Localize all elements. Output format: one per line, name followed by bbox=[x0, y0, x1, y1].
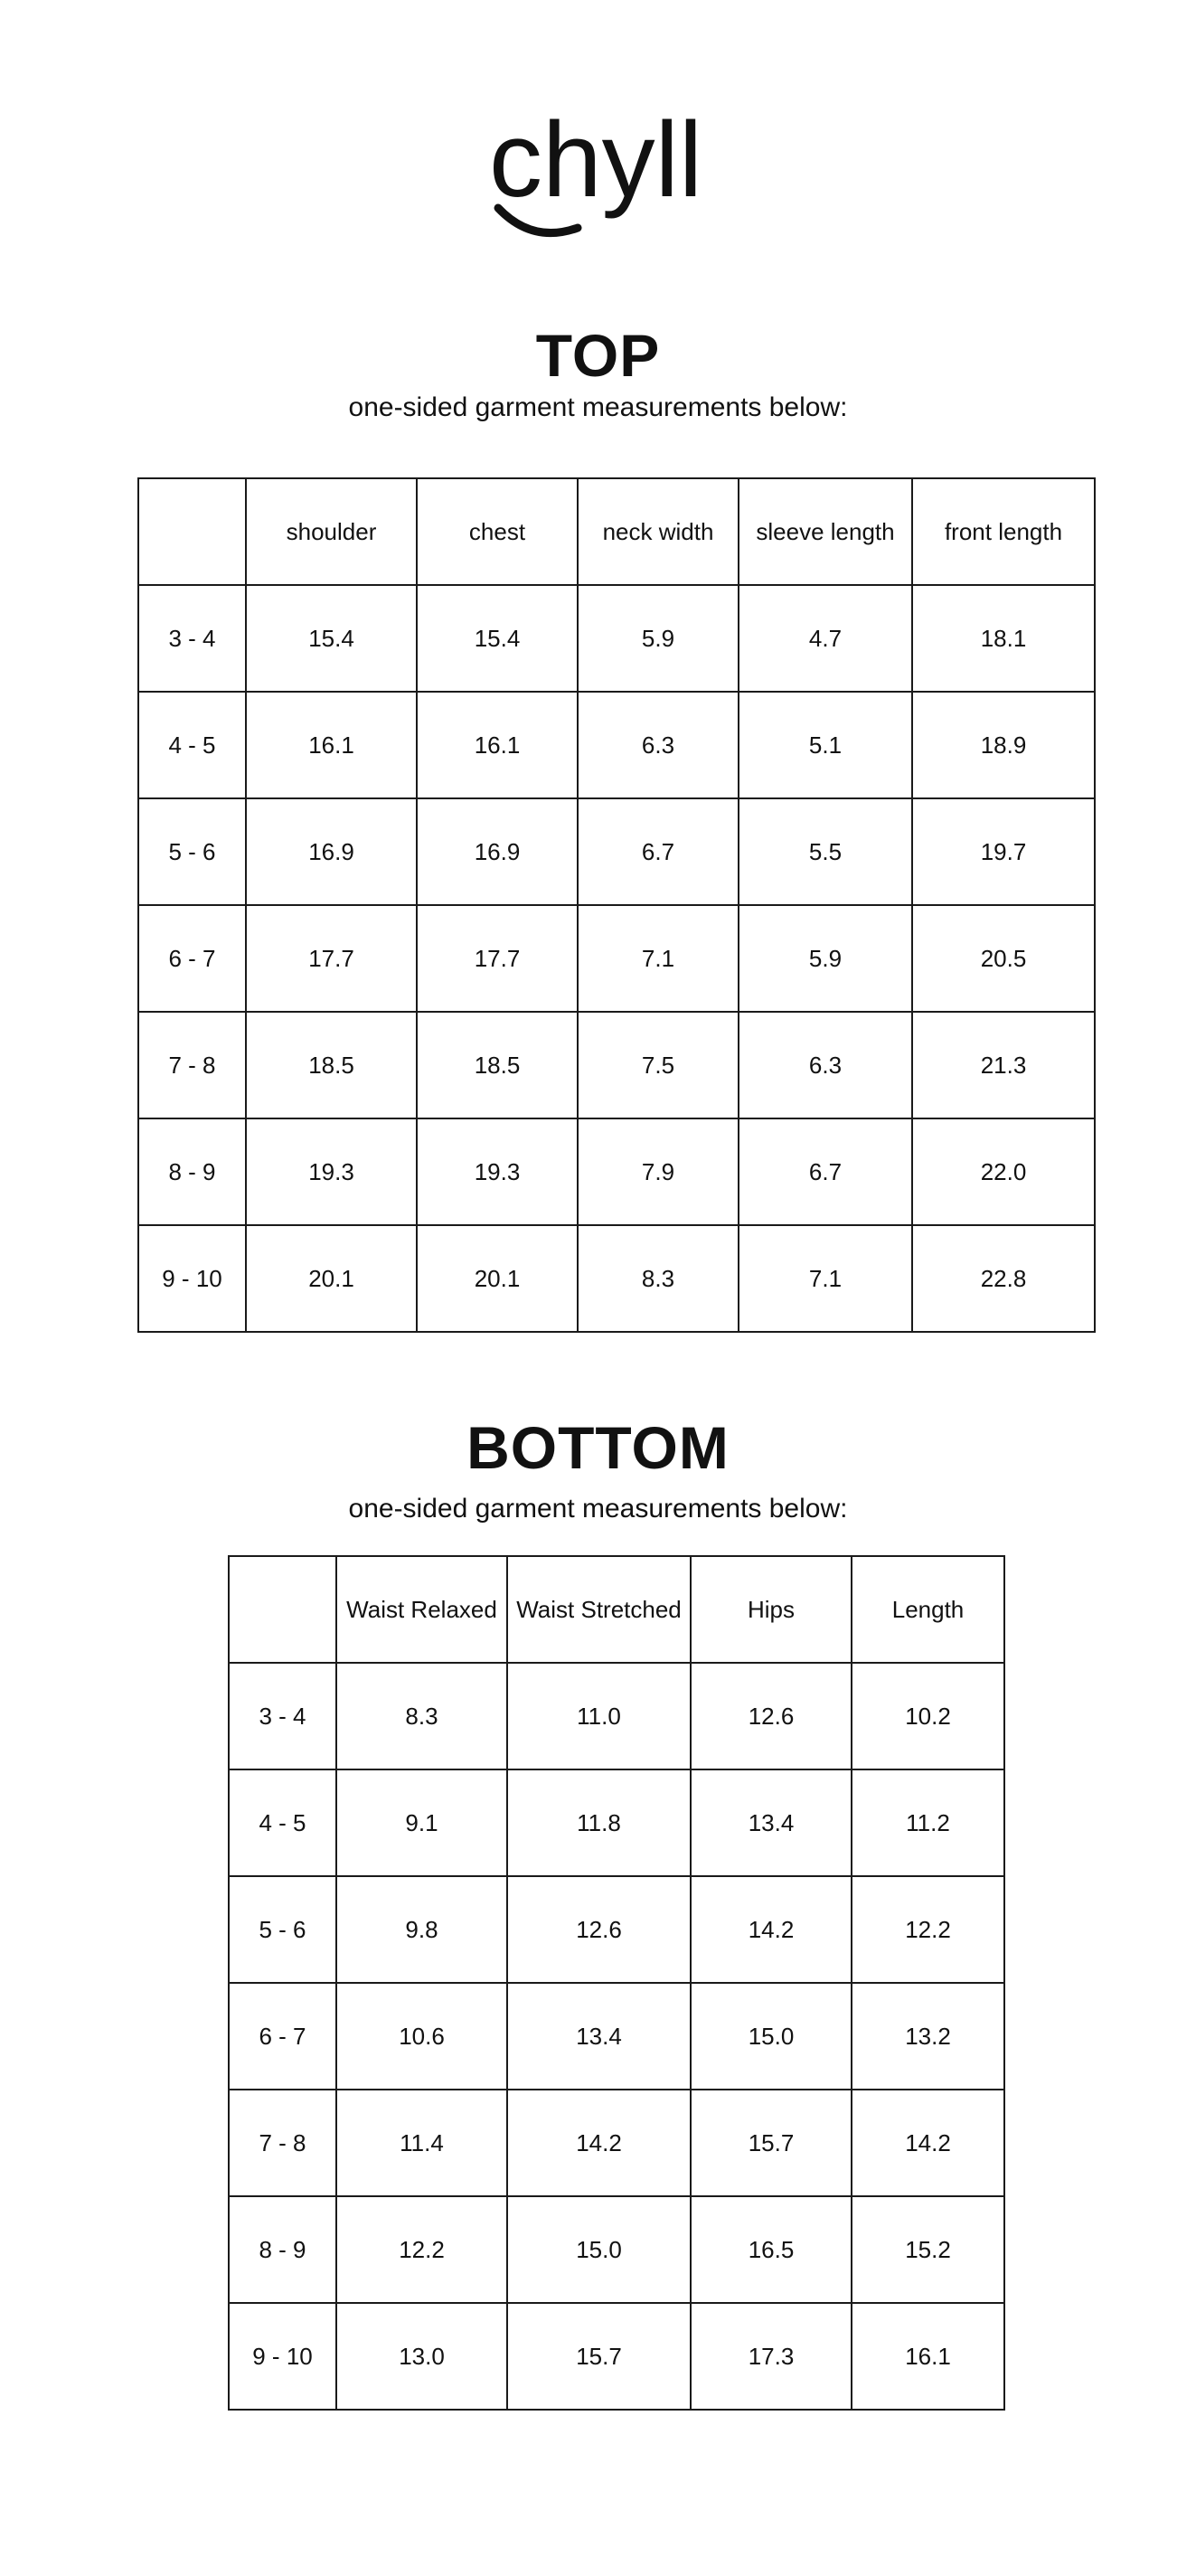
table-cell: 20.1 bbox=[417, 1225, 578, 1332]
table-cell: 9.1 bbox=[336, 1769, 507, 1876]
table-cell: 16.9 bbox=[246, 798, 417, 905]
table-cell: 11.2 bbox=[852, 1769, 1004, 1876]
table-row bbox=[138, 1118, 1095, 1225]
table-row bbox=[138, 798, 1095, 905]
table-cell: 12.2 bbox=[336, 2196, 507, 2303]
top-section-title: TOP bbox=[535, 322, 661, 389]
size-cell: 8 - 9 bbox=[138, 1118, 246, 1225]
header-cell-size bbox=[229, 1556, 336, 1663]
table-cell: 16.1 bbox=[852, 2303, 1004, 2410]
table-cell: 10.2 bbox=[852, 1663, 1004, 1769]
header-cell-neck-width: neck width bbox=[578, 478, 739, 585]
table-header-row bbox=[229, 1556, 1004, 1663]
size-cell: 3 - 4 bbox=[229, 1663, 336, 1769]
table-cell: 11.4 bbox=[336, 2090, 507, 2196]
size-cell: 4 - 5 bbox=[138, 692, 246, 798]
table-cell: 16.5 bbox=[691, 2196, 852, 2303]
table-row bbox=[138, 1225, 1095, 1332]
table-cell: 15.7 bbox=[507, 2303, 691, 2410]
table-cell: 13.0 bbox=[336, 2303, 507, 2410]
chyll-logo-icon bbox=[489, 101, 709, 246]
bottom-section-subtitle: one-sided garment measurements below: bbox=[348, 1494, 848, 1524]
table-cell: 17.3 bbox=[691, 2303, 852, 2410]
table-row bbox=[138, 692, 1095, 798]
table-row bbox=[229, 2090, 1004, 2196]
table-cell: 14.2 bbox=[691, 1876, 852, 1983]
table-cell: 15.2 bbox=[852, 2196, 1004, 2303]
size-cell: 5 - 6 bbox=[138, 798, 246, 905]
table-cell: 15.4 bbox=[246, 585, 417, 692]
table-cell: 13.4 bbox=[691, 1769, 852, 1876]
header-cell-shoulder: shoulder bbox=[246, 478, 417, 585]
table-cell: 5.9 bbox=[739, 905, 912, 1012]
table-cell: 18.5 bbox=[246, 1012, 417, 1118]
header-cell-hips: Hips bbox=[691, 1556, 852, 1663]
table-cell: 11.0 bbox=[507, 1663, 691, 1769]
header-cell-waist-relaxed: Waist Relaxed bbox=[336, 1556, 507, 1663]
table-cell: 18.5 bbox=[417, 1012, 578, 1118]
table-row bbox=[138, 1012, 1095, 1118]
size-cell: 6 - 7 bbox=[229, 1983, 336, 2090]
table-cell: 8.3 bbox=[578, 1225, 739, 1332]
table-cell: 22.0 bbox=[912, 1118, 1095, 1225]
header-cell-chest: chest bbox=[417, 478, 578, 585]
top-section-subtitle: one-sided garment measurements below: bbox=[348, 392, 848, 422]
table-cell: 15.0 bbox=[507, 2196, 691, 2303]
table-cell: 13.4 bbox=[507, 1983, 691, 2090]
logo-text: chyll bbox=[489, 101, 703, 220]
table-cell: 6.7 bbox=[739, 1118, 912, 1225]
size-cell: 7 - 8 bbox=[138, 1012, 246, 1118]
table-cell: 16.1 bbox=[246, 692, 417, 798]
table-cell: 12.6 bbox=[507, 1876, 691, 1983]
table-row bbox=[229, 1769, 1004, 1876]
table-cell: 8.3 bbox=[336, 1663, 507, 1769]
table-cell: 9.8 bbox=[336, 1876, 507, 1983]
table-cell: 7.9 bbox=[578, 1118, 739, 1225]
table-cell: 6.3 bbox=[739, 1012, 912, 1118]
table-cell: 6.3 bbox=[578, 692, 739, 798]
table-cell: 13.2 bbox=[852, 1983, 1004, 2090]
table-cell: 19.3 bbox=[417, 1118, 578, 1225]
size-cell: 4 - 5 bbox=[229, 1769, 336, 1876]
table-cell: 18.9 bbox=[912, 692, 1095, 798]
table-cell: 16.1 bbox=[417, 692, 578, 798]
table-cell: 5.9 bbox=[578, 585, 739, 692]
table-cell: 6.7 bbox=[578, 798, 739, 905]
table-cell: 22.8 bbox=[912, 1225, 1095, 1332]
table-cell: 15.7 bbox=[691, 2090, 852, 2196]
table-cell: 7.1 bbox=[578, 905, 739, 1012]
header-cell-sleeve-length: sleeve length bbox=[739, 478, 912, 585]
size-cell: 3 - 4 bbox=[138, 585, 246, 692]
bottom-size-table bbox=[228, 1555, 1005, 2411]
table-row bbox=[229, 1876, 1004, 1983]
table-cell: 11.8 bbox=[507, 1769, 691, 1876]
table-row bbox=[229, 1663, 1004, 1769]
size-cell: 8 - 9 bbox=[229, 2196, 336, 2303]
size-cell: 7 - 8 bbox=[229, 2090, 336, 2196]
table-row bbox=[229, 2196, 1004, 2303]
table-cell: 14.2 bbox=[507, 2090, 691, 2196]
size-cell: 9 - 10 bbox=[229, 2303, 336, 2410]
size-cell: 6 - 7 bbox=[138, 905, 246, 1012]
table-cell: 15.4 bbox=[417, 585, 578, 692]
bottom-section-title: BOTTOM bbox=[466, 1414, 730, 1481]
header-cell-size bbox=[138, 478, 246, 585]
table-cell: 18.1 bbox=[912, 585, 1095, 692]
table-cell: 4.7 bbox=[739, 585, 912, 692]
table-header-row bbox=[138, 478, 1095, 585]
table-cell: 19.3 bbox=[246, 1118, 417, 1225]
table-cell: 7.5 bbox=[578, 1012, 739, 1118]
table-cell: 10.6 bbox=[336, 1983, 507, 2090]
table-row bbox=[229, 1983, 1004, 2090]
table-cell: 7.1 bbox=[739, 1225, 912, 1332]
brand-logo bbox=[489, 101, 709, 246]
size-cell: 9 - 10 bbox=[138, 1225, 246, 1332]
table-cell: 20.5 bbox=[912, 905, 1095, 1012]
table-cell: 17.7 bbox=[246, 905, 417, 1012]
table-row bbox=[229, 2303, 1004, 2410]
table-cell: 16.9 bbox=[417, 798, 578, 905]
table-cell: 5.5 bbox=[739, 798, 912, 905]
table-cell: 15.0 bbox=[691, 1983, 852, 2090]
top-size-table bbox=[137, 477, 1096, 1333]
table-cell: 12.6 bbox=[691, 1663, 852, 1769]
table-row bbox=[138, 905, 1095, 1012]
size-cell: 5 - 6 bbox=[229, 1876, 336, 1983]
table-row bbox=[138, 585, 1095, 692]
header-cell-front-length: front length bbox=[912, 478, 1095, 585]
table-cell: 17.7 bbox=[417, 905, 578, 1012]
table-cell: 5.1 bbox=[739, 692, 912, 798]
table-cell: 19.7 bbox=[912, 798, 1095, 905]
table-cell: 14.2 bbox=[852, 2090, 1004, 2196]
table-cell: 20.1 bbox=[246, 1225, 417, 1332]
header-cell-length: Length bbox=[852, 1556, 1004, 1663]
table-cell: 21.3 bbox=[912, 1012, 1095, 1118]
table-cell: 12.2 bbox=[852, 1876, 1004, 1983]
header-cell-waist-stretched: Waist Stretched bbox=[507, 1556, 691, 1663]
